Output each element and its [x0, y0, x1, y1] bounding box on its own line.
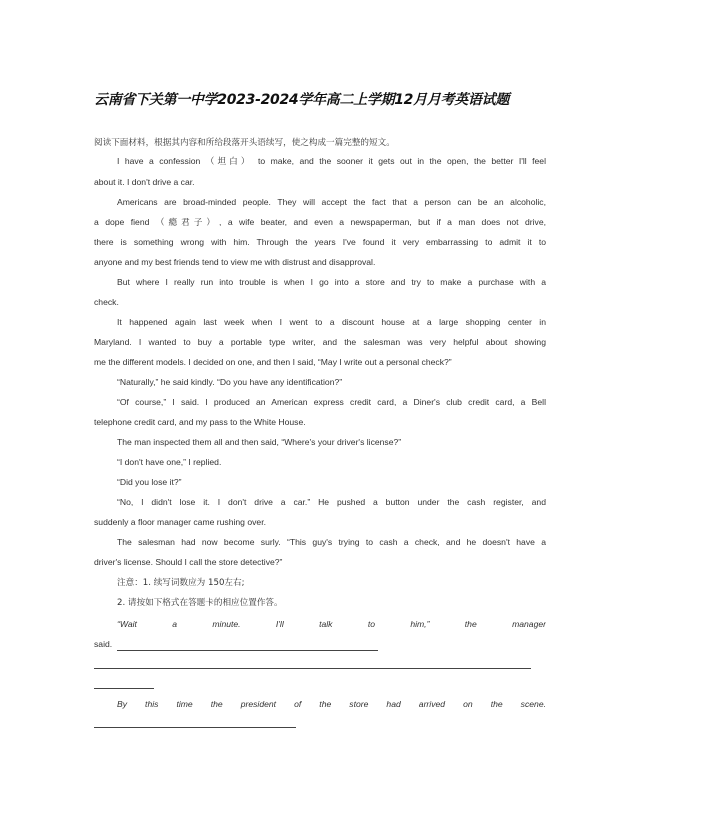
passage-line: there is something wrong with him. Through the years I've found it very embarrassing to admit it to	[94, 237, 546, 247]
passage-line: “Naturally,” he said kindly. “Do you have any identification?”	[117, 377, 343, 387]
paragraph-1-opening: “Wait a minute. I'll talk to him,” the manager	[117, 619, 546, 629]
passage-line: The man inspected them all and then said, “Where's your driver's license?”	[117, 437, 402, 447]
answer-line[interactable]	[117, 650, 378, 651]
paragraph-2-opening: By this time the president of the store had arrived on the scene.	[117, 699, 546, 709]
passage-line: me the different models. I decided on one, and then I said, “May I write out a personal check?”	[94, 357, 452, 367]
passage-line: Americans are broad-minded people. They will accept the fact that a person can be an alcoholic,	[117, 197, 546, 207]
passage-line: It happened again last week when I went to a discount house at a large shopping center in	[117, 317, 546, 327]
paragraph-1-said: said.	[94, 639, 113, 649]
passage-line: about it. I don't drive a car.	[94, 177, 195, 187]
passage-line: “Did you lose it?”	[117, 477, 182, 487]
answer-line[interactable]	[94, 668, 531, 669]
passage-line: “I don't have one,” I replied.	[117, 457, 222, 467]
passage-line: anyone and my best friends tend to view me with distrust and disapproval.	[94, 257, 376, 267]
instruction-text: 阅读下面材料，根据其内容和所给段落开头语续写，使之构成一篇完整的短文。	[94, 138, 395, 148]
passage-line: “Of course,” I said. I produced an American express credit card, a Diner's club credit card, a Bell	[117, 397, 546, 407]
passage-line: suddenly a floor manager came rushing over.	[94, 517, 266, 527]
passage-line: The salesman had now become surly. “This guy's trying to cash a check, and he doesn't have a	[117, 537, 546, 547]
passage-line: driver's license. Should I call the store detective?”	[94, 557, 283, 567]
passage-line: Maryland. I wanted to buy a portable type writer, and the salesman was very helpful about showing	[94, 337, 546, 347]
passage-line: check.	[94, 297, 119, 307]
document-title: 云南省下关第一中学2023-2024学年高二上学期12月月考英语试题	[94, 92, 510, 108]
passage-line: But where I really run into trouble is when I go into a store and try to make a purchase with a	[117, 277, 546, 287]
answer-line[interactable]	[94, 688, 154, 689]
passage-line: a dope fiend （瘾君子）, a wife beater, and even a newspaperman, but if a man does not drive,	[94, 217, 546, 227]
passage-line: I have a confession （坦白） to make, and the sooner it gets out in the open, the better I'll feel	[117, 156, 546, 166]
note-word-count: 注意：1. 续写词数应为 150左右;	[117, 578, 245, 588]
passage-line: “No, I didn't lose it. I don't drive a car.” He pushed a button under the cash register, and	[117, 497, 546, 507]
passage-line: telephone credit card, and my pass to the White House.	[94, 417, 306, 427]
note-format: 2. 请按如下格式在答题卡的相应位置作答。	[117, 598, 283, 608]
answer-line[interactable]	[94, 727, 296, 728]
